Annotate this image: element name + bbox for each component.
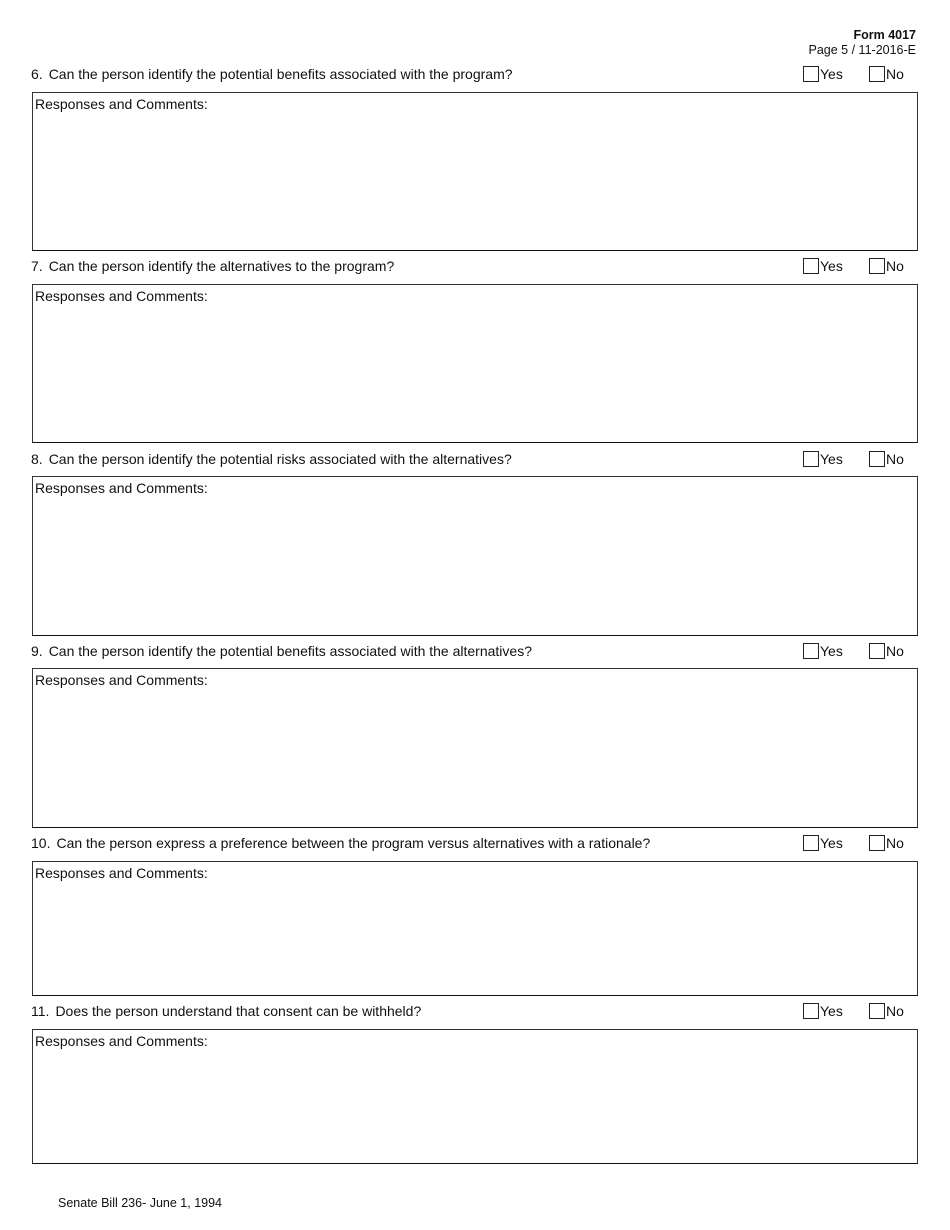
- question-8-response-box: [32, 476, 918, 636]
- question-7-no-checkbox[interactable]: [869, 258, 885, 274]
- question-6-text: [31, 64, 513, 84]
- question-6-no-option[interactable]: [869, 65, 904, 83]
- form-number: Form 4017: [853, 28, 916, 42]
- question-10-response-input[interactable]: [33, 882, 917, 995]
- question-6-yes-checkbox[interactable]: [803, 66, 819, 82]
- question-9-no-option[interactable]: [869, 642, 904, 660]
- question-7-yes-checkbox[interactable]: [803, 258, 819, 274]
- question-11-response-input[interactable]: [33, 1050, 917, 1163]
- question-11-no-option[interactable]: [869, 1002, 904, 1020]
- question-number: 7.: [31, 258, 43, 274]
- footer-note: Senate Bill 236- June 1, 1994: [58, 1196, 223, 1210]
- question-7-no-option[interactable]: [869, 257, 904, 275]
- question-label: Can the person identify the potential benefits associated with the alternatives?: [48, 643, 532, 659]
- question-label: Can the person identify the potential risks associated with the alternatives?: [48, 451, 512, 467]
- question-6-response-input[interactable]: [33, 113, 917, 250]
- yes-label: Yes: [820, 835, 843, 851]
- page-label: Page 5 / 11-2016-E: [808, 43, 916, 57]
- question-label: Can the person identify the potential benefits associated with the program?: [48, 66, 513, 82]
- question-8-yes-checkbox[interactable]: [803, 451, 819, 467]
- question-7-response-box: [32, 284, 918, 443]
- response-label: Responses and Comments:: [35, 96, 208, 112]
- question-11-yes-checkbox[interactable]: [803, 1003, 819, 1019]
- question-6-response-box: [32, 92, 918, 251]
- question-7-row: [31, 256, 918, 276]
- question-number: 8.: [31, 451, 43, 467]
- question-label: Does the person understand that consent can be withheld?: [55, 1003, 422, 1019]
- yes-label: Yes: [820, 643, 843, 659]
- question-9-response-box: [32, 668, 918, 828]
- question-11-response-box: [32, 1029, 918, 1164]
- response-label: Responses and Comments:: [35, 288, 208, 304]
- question-11-no-checkbox[interactable]: [869, 1003, 885, 1019]
- question-label: Can the person express a preference between the program versus alternatives with a rationale?: [56, 835, 651, 851]
- question-8-text: [31, 449, 512, 469]
- question-10-no-checkbox[interactable]: [869, 835, 885, 851]
- no-label: No: [886, 835, 904, 851]
- question-9-row: [31, 641, 918, 661]
- question-9-yes-option[interactable]: [803, 642, 843, 660]
- question-11-yes-option[interactable]: [803, 1002, 843, 1020]
- question-6-no-checkbox[interactable]: [869, 66, 885, 82]
- yes-label: Yes: [820, 258, 843, 274]
- response-label: Responses and Comments:: [35, 1033, 208, 1049]
- yes-label: Yes: [820, 66, 843, 82]
- question-number: 6.: [31, 66, 43, 82]
- response-label: Responses and Comments:: [35, 672, 208, 688]
- question-11-text: [31, 1001, 421, 1021]
- question-7-text: [31, 256, 394, 276]
- question-10-no-option[interactable]: [869, 834, 904, 852]
- question-10-text: [31, 833, 650, 853]
- question-9-text: [31, 641, 532, 661]
- yes-label: Yes: [820, 1003, 843, 1019]
- no-label: No: [886, 1003, 904, 1019]
- question-10-response-box: [32, 861, 918, 996]
- question-number: 9.: [31, 643, 43, 659]
- no-label: No: [886, 66, 904, 82]
- form-header: [809, 28, 916, 58]
- question-11-row: [31, 1001, 918, 1021]
- question-7-response-input[interactable]: [33, 305, 917, 442]
- question-8-response-input[interactable]: [33, 497, 917, 635]
- question-10-yes-option[interactable]: [803, 834, 843, 852]
- question-6-yes-option[interactable]: [803, 65, 843, 83]
- yes-label: Yes: [820, 451, 843, 467]
- question-8-no-option[interactable]: [869, 450, 904, 468]
- question-10-row: [31, 833, 918, 853]
- question-number: 10.: [31, 835, 51, 851]
- no-label: No: [886, 258, 904, 274]
- response-label: Responses and Comments:: [35, 865, 208, 881]
- no-label: No: [886, 643, 904, 659]
- question-8-no-checkbox[interactable]: [869, 451, 885, 467]
- question-number: 11.: [31, 1003, 50, 1019]
- question-9-yes-checkbox[interactable]: [803, 643, 819, 659]
- question-7-yes-option[interactable]: [803, 257, 843, 275]
- no-label: No: [886, 451, 904, 467]
- question-8-yes-option[interactable]: [803, 450, 843, 468]
- question-9-response-input[interactable]: [33, 689, 917, 827]
- response-label: Responses and Comments:: [35, 480, 208, 496]
- question-9-no-checkbox[interactable]: [869, 643, 885, 659]
- question-label: Can the person identify the alternatives to the program?: [48, 258, 395, 274]
- question-10-yes-checkbox[interactable]: [803, 835, 819, 851]
- question-6-row: [31, 64, 918, 84]
- question-8-row: [31, 449, 918, 469]
